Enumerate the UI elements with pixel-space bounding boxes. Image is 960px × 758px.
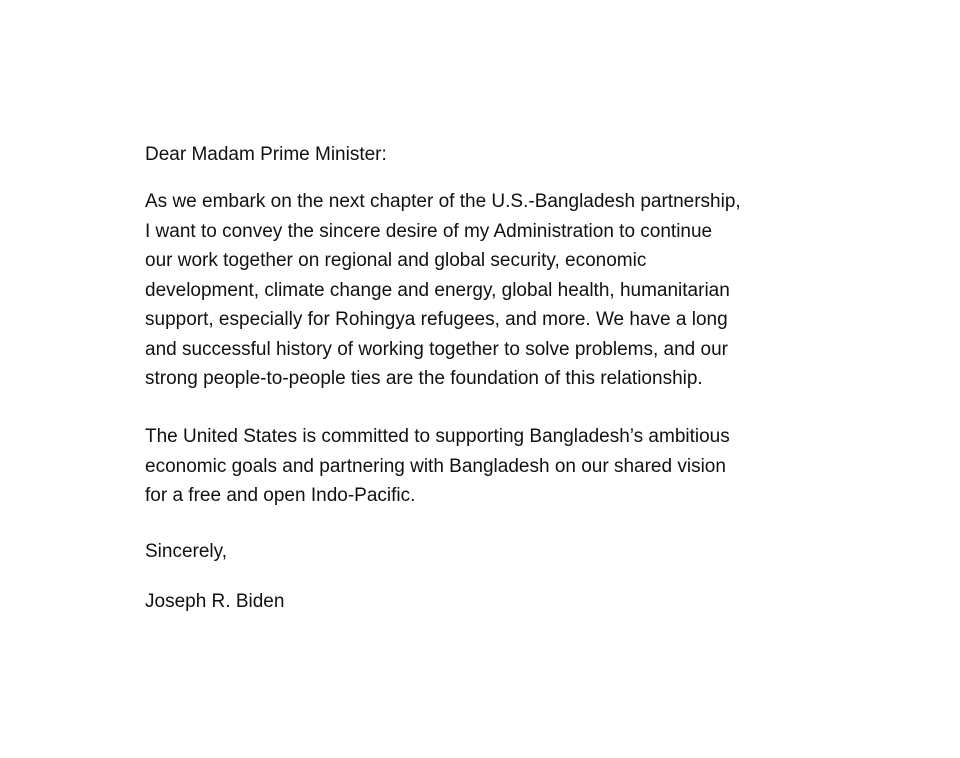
signature-name: Joseph R. Biden (145, 591, 285, 612)
paragraph-line: strong people-to-people ties are the foundation of this relationship. (145, 368, 703, 389)
paragraph-2 (145, 422, 730, 511)
paragraph-line: development, climate change and energy, global health, humanitarian (145, 279, 730, 301)
paragraph-line: for a free and open Indo-Pacific. (145, 485, 416, 506)
paragraph-line: economic goals and partnering with Bangladesh on our shared vision (145, 455, 726, 477)
paragraph-1 (145, 187, 741, 394)
paragraph-line: support, especially for Rohingya refugees, and more. We have a long (145, 309, 728, 330)
closing: Sincerely, (145, 541, 228, 562)
salutation: Dear Madam Prime Minister: (145, 144, 387, 165)
paragraph-line: our work together on regional and global security, economic (145, 250, 647, 271)
paragraph-line: As we embark on the next chapter of the U.S.-Bangladesh partnership, (145, 191, 741, 212)
paragraph-line: The United States is committed to supporting Bangladesh’s ambitious (145, 426, 730, 447)
paragraph-line: and successful history of working together to solve problems, and our (145, 338, 728, 360)
paragraph-line: I want to convey the sincere desire of my Administration to continue (145, 220, 713, 242)
